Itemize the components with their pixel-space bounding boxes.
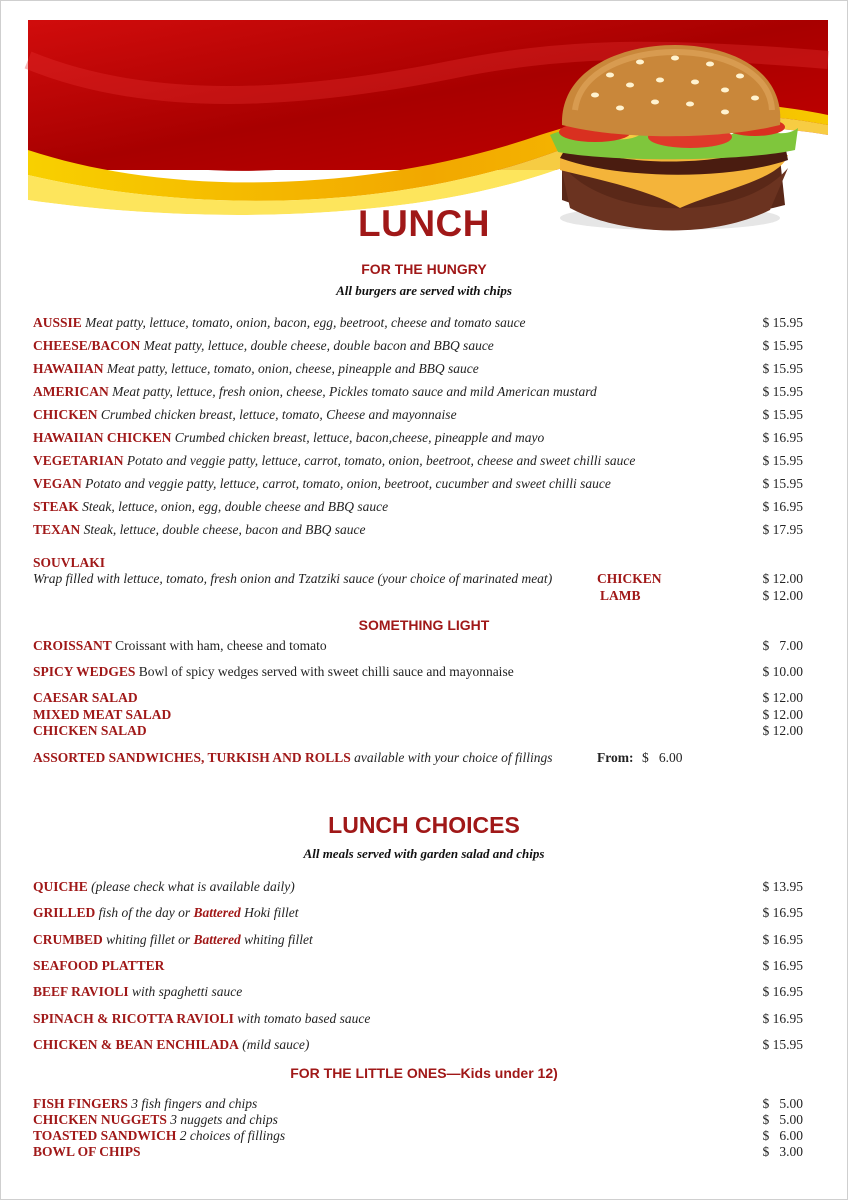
item-desc: (mild sauce) xyxy=(242,1037,310,1052)
item-price: $ 5.00 xyxy=(762,1112,803,1127)
souvlaki-desc: Wrap filled with lettuce, tomato, fresh onion and Tzatziki sauce (your choice of marinated meat) xyxy=(33,571,553,586)
item-desc: (please check what is available daily) xyxy=(91,879,295,894)
item-name: VEGAN xyxy=(33,476,82,491)
menu-item-croissant xyxy=(33,637,803,655)
item-name: CAESAR SALAD xyxy=(33,690,138,705)
item-price: $ 16.95 xyxy=(762,958,803,973)
item-price: $ 15.95 xyxy=(762,338,803,353)
menu-item-toasted-sandwich xyxy=(33,1128,803,1144)
item-name: SPICY WEDGES xyxy=(33,664,136,679)
item-price: $ 15.95 xyxy=(762,453,803,468)
item-price: $ 12.00 xyxy=(762,723,803,738)
menu-item-spinach-ravioli xyxy=(33,1010,803,1028)
item-name: CHICKEN & BEAN ENCHILADA xyxy=(33,1037,239,1052)
item-desc: whiting fillet or xyxy=(106,932,191,947)
item-price: $ 10.00 xyxy=(762,664,803,679)
item-price: $ 12.00 xyxy=(762,707,803,722)
menu-item-enchilada xyxy=(33,1036,803,1054)
item-name: BEEF RAVIOLI xyxy=(33,984,129,999)
item-desc: 3 fish fingers and chips xyxy=(131,1096,258,1111)
menu-item-hawaiian-chicken xyxy=(33,429,803,447)
item-desc: Crumbed chicken breast, lettuce, tomato, Cheese and mayonnaise xyxy=(100,407,457,422)
menu-item-hawaiian xyxy=(33,360,803,378)
item-price: $ 5.00 xyxy=(762,1096,803,1111)
item-name: HAWAIIAN xyxy=(33,361,104,376)
item-desc-2: Hoki fillet xyxy=(244,905,299,920)
item-name: CHICKEN xyxy=(33,407,98,422)
item-desc-2: whiting fillet xyxy=(244,932,313,947)
section-subtitle-burgers: All burgers are served with chips xyxy=(336,283,512,298)
souvlaki-option-chicken: CHICKEN xyxy=(597,571,662,586)
item-name: CHICKEN NUGGETS xyxy=(33,1112,167,1127)
item-price: $ 15.95 xyxy=(762,361,803,376)
item-desc: Potato and veggie patty, lettuce, carrot, tomato, onion, beetroot, cucumber and sweet chilli sauce xyxy=(85,476,611,491)
item-name: TOASTED SANDWICH xyxy=(33,1128,177,1143)
item-name: FISH FINGERS xyxy=(33,1096,128,1111)
menu-item-spicy-wedges xyxy=(33,663,803,681)
menu-item-steak xyxy=(33,498,803,516)
item-name: AMERICAN xyxy=(33,384,109,399)
menu-item-vegetarian xyxy=(33,452,803,470)
menu-item-grilled xyxy=(33,904,803,922)
menu-item-chicken-nuggets xyxy=(33,1112,803,1128)
item-name: CRUMBED xyxy=(33,932,103,947)
item-highlight: Battered xyxy=(193,905,241,920)
item-desc: 2 choices of fillings xyxy=(179,1128,286,1143)
item-price: $ 6.00 xyxy=(762,1128,803,1143)
menu-item-caesar-salad xyxy=(33,689,803,707)
item-desc: Meat patty, lettuce, fresh onion, cheese, Pickles tomato sauce and mild American mustard xyxy=(112,384,597,399)
item-desc: Meat patty, lettuce, tomato, onion, bacon, egg, beetroot, cheese and tomato sauce xyxy=(85,315,526,330)
souvlaki-price-chicken: $ 12.00 xyxy=(762,571,803,586)
item-name: BOWL OF CHIPS xyxy=(33,1144,141,1159)
menu-item-aussie xyxy=(33,314,803,332)
section-subtitle-choices: All meals served with garden salad and chips xyxy=(303,846,545,861)
sandwiches-from-label: From: xyxy=(597,750,634,765)
menu-item-bowl-of-chips xyxy=(33,1144,803,1160)
item-desc: available with your choice of fillings xyxy=(354,750,553,765)
souvlaki-price-lamb: $ 12.00 xyxy=(762,588,803,603)
item-name: VEGETARIAN xyxy=(33,453,124,468)
item-price: $ 15.95 xyxy=(762,315,803,330)
menu-item-cheese-bacon xyxy=(33,337,803,355)
item-name: HAWAIIAN CHICKEN xyxy=(33,430,172,445)
item-name: QUICHE xyxy=(33,879,88,894)
menu-item-beef-ravioli xyxy=(33,983,803,1001)
menu-item-crumbed xyxy=(33,931,803,949)
section-heading-kids: FOR THE LITTLE ONES—Kids under 12) xyxy=(290,1065,558,1081)
item-price: $ 7.00 xyxy=(762,638,803,653)
page-title: LUNCH xyxy=(358,203,490,244)
item-price: $ 16.95 xyxy=(762,1011,803,1026)
menu-item-vegan xyxy=(33,475,803,493)
menu-item-chicken xyxy=(33,406,803,424)
item-price: $ 16.95 xyxy=(762,905,803,920)
item-name: SEAFOOD PLATTER xyxy=(33,958,165,973)
item-price: $ 15.95 xyxy=(762,407,803,422)
item-name: TEXAN xyxy=(33,522,81,537)
item-name: CROISSANT xyxy=(33,638,112,653)
menu-item-texan xyxy=(33,521,803,539)
menu-item-sandwiches xyxy=(33,749,552,767)
item-desc: Crumbed chicken breast, lettuce, bacon,cheese, pineapple and mayo xyxy=(174,430,545,445)
item-name: CHEESE/BACON xyxy=(33,338,141,353)
item-price: $ 16.95 xyxy=(762,932,803,947)
item-price: $ 16.95 xyxy=(762,430,803,445)
souvlaki-option-lamb: LAMB xyxy=(600,588,641,603)
menu-item-chicken-salad xyxy=(33,722,803,740)
item-desc: 3 nuggets and chips xyxy=(170,1112,278,1127)
item-name: CHICKEN SALAD xyxy=(33,723,147,738)
item-name: AUSSIE xyxy=(33,315,82,330)
item-desc: Steak, lettuce, double cheese, bacon and BBQ sauce xyxy=(83,522,366,537)
item-desc: Bowl of spicy wedges served with sweet chilli sauce and mayonnaise xyxy=(138,664,514,679)
menu-item-fish-fingers xyxy=(33,1096,803,1112)
item-desc: Croissant with ham, cheese and tomato xyxy=(115,638,327,653)
item-name: MIXED MEAT SALAD xyxy=(33,707,172,722)
menu-item-seafood-platter xyxy=(33,957,803,975)
item-desc: with tomato based sauce xyxy=(237,1011,371,1026)
item-desc: Meat patty, lettuce, double cheese, double bacon and BBQ sauce xyxy=(143,338,494,353)
item-name: ASSORTED SANDWICHES, TURKISH AND ROLLS xyxy=(33,750,351,765)
item-name: SPINACH & RICOTTA RAVIOLI xyxy=(33,1011,234,1026)
menu-item-quiche xyxy=(33,878,803,896)
item-price: $ 16.95 xyxy=(762,984,803,999)
item-price: $ 3.00 xyxy=(762,1144,803,1159)
item-desc: Meat patty, lettuce, tomato, onion, cheese, pineapple and BBQ sauce xyxy=(106,361,479,376)
item-name: GRILLED xyxy=(33,905,96,920)
item-price: $ 15.95 xyxy=(762,1037,803,1052)
item-price: $ 17.95 xyxy=(762,522,803,537)
item-price: $ 12.00 xyxy=(762,690,803,705)
item-desc: Potato and veggie patty, lettuce, carrot, tomato, onion, beetroot, cheese and sweet chilli sauce xyxy=(126,453,636,468)
item-price: $ 15.95 xyxy=(762,476,803,491)
sandwiches-price: $ 6.00 xyxy=(642,750,683,765)
item-desc: with spaghetti sauce xyxy=(132,984,243,999)
item-price: $ 13.95 xyxy=(762,879,803,894)
item-name: STEAK xyxy=(33,499,79,514)
section-heading-hungry: FOR THE HUNGRY xyxy=(361,261,487,277)
item-highlight: Battered xyxy=(193,932,241,947)
menu-item-american xyxy=(33,383,803,401)
item-desc: fish of the day or xyxy=(98,905,191,920)
souvlaki-name: SOUVLAKI xyxy=(33,555,106,570)
item-price: $ 15.95 xyxy=(762,384,803,399)
section-heading-light: SOMETHING LIGHT xyxy=(358,617,490,633)
section-heading-lunch-choices: LUNCH CHOICES xyxy=(328,812,520,838)
item-desc: Steak, lettuce, onion, egg, double cheese and BBQ sauce xyxy=(82,499,389,514)
item-price: $ 16.95 xyxy=(762,499,803,514)
